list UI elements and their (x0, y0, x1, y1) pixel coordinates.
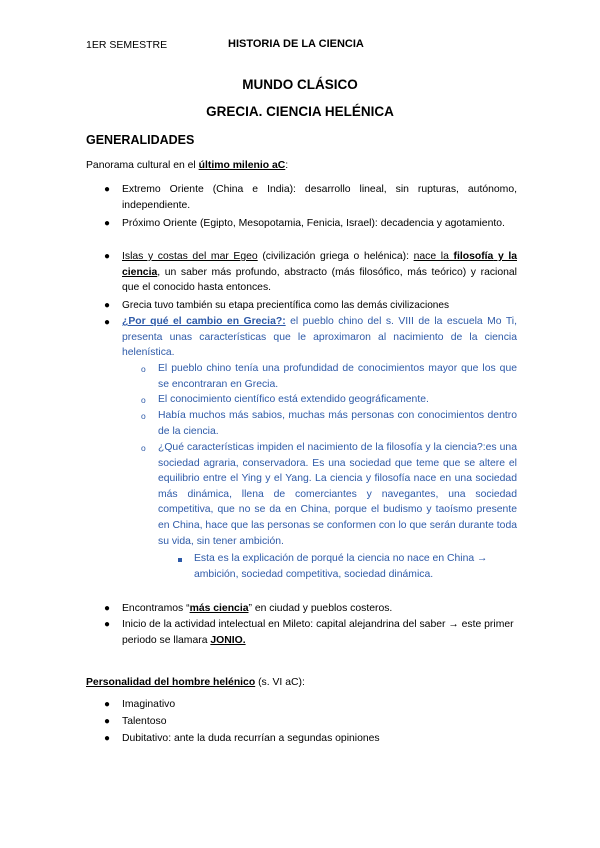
list-item: Imaginativo (122, 699, 176, 710)
list-item: Inicio de la actividad intelectual en Mileto: capital alejandrina del saber → este primer periodo se llamara JONIO. (122, 619, 514, 646)
header-course: HISTORIA DE LA CIENCIA (228, 38, 364, 50)
list-item: Islas y costas del mar Egeo (civilización griega o helénica): nace la filosofía y la ciencia, un saber más profundo, abstracto (más filosófico, más teórico) y racional que el conocido hasta entonces. (122, 251, 518, 294)
bullet-icon: ● (104, 716, 111, 727)
list-item: Extremo Oriente (China e India): desarrollo lineal, sin rupturas, autónomo, independiente. (122, 184, 517, 211)
bullet-icon: ● (104, 300, 111, 311)
header-semester: 1ER SEMESTRE (86, 39, 168, 51)
sub-list-item: El conocimiento científico está extendido geográficamente. (158, 394, 429, 405)
square-bullet-icon (178, 558, 182, 562)
intro-emphasis: último milenio aC (198, 160, 286, 171)
list-item: Próximo Oriente (Egipto, Mesopotamia, Fenicia, Israel): decadencia y agotamiento. (122, 218, 505, 229)
tertiary-list-item: Esta es la explicación de porqué la ciencia no nace en China → ambición, sociedad competitiva, sociedad dinámica. (194, 553, 488, 580)
circle-bullet-icon: o (141, 364, 146, 374)
list-item: ¿Por qué el cambio en Grecia?: el pueblo chino del s. VIII de la escuela Mo Ti, presenta unas características que le aproximaron al nacimiento de la ciencia helenística. (122, 316, 517, 359)
list-item: Dubitativo: ante la duda recurrían a segundas opiniones (122, 733, 380, 744)
bullet-icon: ● (104, 184, 111, 195)
bullet-icon: ● (104, 317, 111, 328)
sub-list-item: ¿Qué características impiden el nacimiento de la filosofía y la ciencia?:es una sociedad agraria, conservadora. Es una sociedad que teme que se altere el equilibrio entre el Ying y el Yang. La ciencia y filosofía nace en una sociedad más dinámica, llena de comerciantes y navegantes, una sociedad competitiva, que no se da en China, porque el budismo y taoísmo presente en China, hace que las personas se conformen con lo que serán durante toda su vida, sin tener ambición. (158, 442, 517, 547)
page-subtitle: GRECIA. CIENCIA HELÉNICA (206, 104, 394, 119)
sub-list-item: El pueblo chino tenía una profundidad de conocimientos mayor que los que se encontraran en Grecia. (158, 363, 517, 390)
list-item: Talentoso (122, 716, 167, 727)
bullet-icon: ● (104, 251, 111, 262)
circle-bullet-icon: o (141, 411, 146, 421)
bullet-icon: ● (104, 733, 111, 744)
circle-bullet-icon: o (141, 443, 146, 453)
list-item: Grecia tuvo también su etapa precientífica como las demás civilizaciones (122, 300, 450, 311)
bullet-icon: ● (104, 699, 111, 710)
list-item: Encontramos “más ciencia” en ciudad y pueblos costeros. (122, 603, 393, 614)
section-heading-personalidad: Personalidad del hombre helénico (s. VI aC): (86, 677, 305, 688)
bullet-icon: ● (104, 619, 111, 630)
question-emphasis: ¿Por qué el cambio en Grecia?: (122, 316, 286, 327)
sub-list-item: Había muchos más sabios, muchas más personas con conocimientos dentro de la ciencia. (158, 410, 517, 437)
bullet-icon: ● (104, 603, 111, 614)
intro-paragraph: Panorama cultural en el último milenio aC: (86, 160, 289, 171)
page-title: MUNDO CLÁSICO (242, 77, 358, 92)
circle-bullet-icon: o (141, 395, 146, 405)
bullet-icon: ● (104, 218, 111, 229)
section-heading-generalidades: GENERALIDADES (86, 133, 195, 147)
